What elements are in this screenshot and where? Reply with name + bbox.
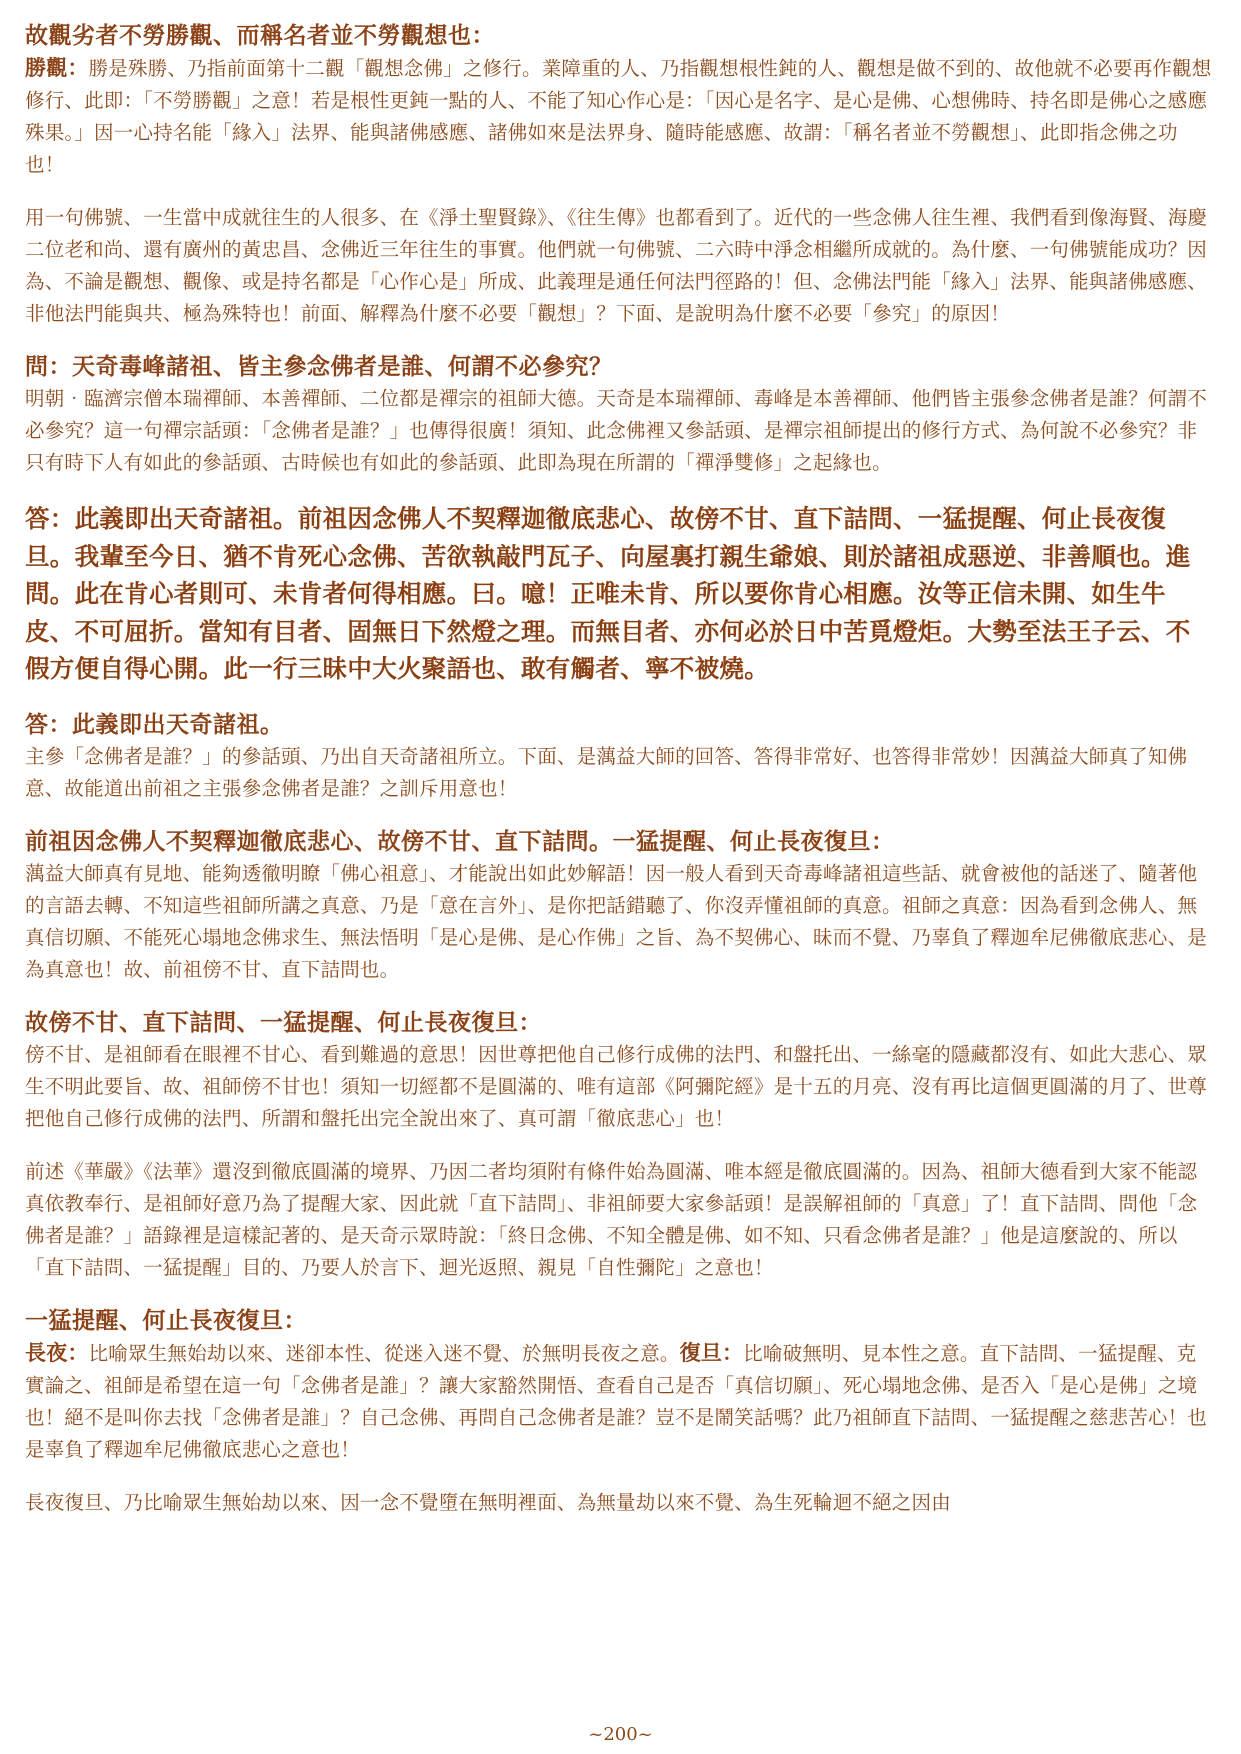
section-paragraph: 明朝‧臨濟宗僧本瑞禪師、本善禪師、二位都是禪宗的祖師大德。天奇是本瑞禪師、毒峰是本善禪師、他們皆主張參念佛者是誰？何謂不必參究？這一句禪宗話頭：「念佛者是誰？」也傳得很廣！須知、此念佛裡又參話頭、是禪宗祖師提出的修行方式、為何說不必參究？非只有時下人有如此的參話頭、古時候也有如此的參話頭、此即為現在所謂的「禪淨雙修」之起緣也。	[25, 387, 1208, 474]
term-label: 復旦：	[679, 1339, 744, 1365]
section-heading: 一猛提醒、何止長夜復旦：	[25, 1306, 307, 1334]
term-label: 勝觀：	[25, 55, 89, 80]
section-paragraph	[25, 52, 1215, 181]
section-10	[25, 1487, 1215, 1519]
scripture-quote: 答：此義即出天奇諸祖。前祖因念佛人不契釋迦徹底悲心、故傍不甘、直下詰問、一猛提醒、何止長夜復旦。我輩至今日、猶不肯死心念佛、苦欲執敲門瓦子、向屋裏打親生爺娘、則於諸祖成惡逆、非善順也。進問。此在肯心者則可、未肯者何得相應。曰。噫！正唯未肯、所以要你肯心相應。汝等正信未開、如生牛皮、不可屈折。當知有目者、固無日下然燈之理。而無目者、亦何必於日中苦覓燈炬。大勢至法王子云、不假方便自得心開。此一行三昧中大火聚語也、敢有觸者、寧不被燒。	[25, 504, 1191, 683]
section-paragraph: 前述《華嚴》《法華》還沒到徹底圓滿的境界、乃因二者均須附有條件始為圓滿、唯本經是徹底圓滿的。因為、祖師大德看到大家不能認真依教奉行、是祖師好意乃為了提醒大家、因此就「直下詰問」、非祖師要大家參話頭！是誤解祖師的「真意」了！直下詰問、問他「念佛者是誰？」語錄裡是這樣記著的、是天奇示眾時說：「終日念佛、不知全體是佛、如不知、只看念佛者是誰？」他是這麼說的、所以「直下詰問、一猛提醒」目的、乃要人於言下、迴光返照、親見「自性彌陀」之意也！	[25, 1159, 1198, 1279]
section-paragraph: 長夜復旦、乃比喻眾生無始劫以來、因一念不覺墮在無明裡面、為無量劫以來不覺、為生死輪迴不絕之因由	[25, 1490, 951, 1514]
section-5	[25, 709, 1215, 805]
section-heading: 問：天奇毒峰諸祖、皆主參念佛者是誰、何謂不必參究？	[25, 353, 613, 380]
section-8	[25, 1156, 1215, 1284]
section-4	[25, 500, 1215, 688]
section-9	[25, 1305, 1215, 1466]
section-paragraph: 用一句佛號、一生當中成就往生的人很多、在《淨土聖賢錄》、《往生傳》也都看到了。近代的一些念佛人往生裡、我們看到像海賢、海慶二位老和尚、還有廣州的黃忠昌、念佛近三年往生的事實。他們就一句佛號、二六時中淨念相繼所成就的。為什麼、一句佛號能成功？因為、不論是觀想、觀像、或是持名都是「心作心是」所成、此義理是通任何法門徑路的！但、念佛法門能「緣入」法界、能與諸佛感應、非他法門能與共、極為殊特也！前面、解釋為什麼不必要「觀想」？下面、是說明為什麼不必要「參究」的原因！	[25, 206, 1208, 325]
page-number: ~200~	[588, 1724, 653, 1745]
section-heading: 故傍不甘、直下詰問、一猛提醒、何止長夜復旦：	[25, 1008, 542, 1036]
section-1	[25, 20, 1215, 181]
section-heading: 前祖因念佛人不契釋迦徹底悲心、故傍不甘、直下詰問。一猛提醒、何止長夜復旦：	[25, 827, 895, 855]
paragraph-text: 比喻破無明、見本性之意。直下詰問、一猛提醒、克實論之、祖師是希望在這一句「念佛者是誰」？讓大家豁然開悟、查看自己是否「真信切願」、死心塌地念佛、是否入「是心是佛」之境也！絕不是叫你去找「念佛者是誰」？自己念佛、再問自己念佛者是誰？豈不是鬧笑話嗎？此乃祖師直下詰問、一猛提醒之慈悲苦心！也是辜負了釋迦牟尼佛徹底悲心之意也！	[25, 1341, 1208, 1461]
paragraph-text: 勝是殊勝、乃指前面第十二觀「觀想念佛」之修行。業障重的人、乃指觀想根性鈍的人、觀想是做不到的、故他就不必要再作觀想修行、此即：「不勞勝觀」之意！若是根性更鈍一點的人、不能了知心作心是：「因心是名字、是心是佛、心想佛時、持名即是佛心之感應殊果。」因一心持名能「緣入」法界、能與諸佛感應、諸佛如來是法界身、隨時能感應、故謂：「稱名者並不勞觀想」、此即指念佛之功也！	[25, 57, 1212, 176]
section-paragraph: 主參「念佛者是誰？」的參話頭、乃出自天奇諸祖所立。下面、是蕅益大師的回答、答得非常好、也答得非常妙！因蕅益大師真了知佛意、故能道出前祖之主張參念佛者是誰？之訓斥用意也！	[25, 744, 1188, 800]
section-heading: 答：此義即出天奇諸祖。	[25, 710, 284, 738]
page-body	[25, 20, 1215, 1734]
section-3	[25, 351, 1215, 479]
section-paragraph: 蕅益大師真有見地、能夠透徹明瞭「佛心祖意」、才能說出如此妙解語！因一般人看到天奇毒峰諸祖這些話、就會被他的話迷了、隨著他的言語去轉、不知這些祖師所講之真意、乃是「意在言外」、是你把話錯聽了、你沒弄懂祖師的真意。祖師之真意：因為看到念佛人、無真信切願、不能死心塌地念佛求生、無法悟明「是心是佛、是心作佛」之旨、為不契佛心、昧而不覺、乃辜負了釋迦牟尼佛徹底悲心、是為真意也！故、前祖傍不甘、直下詰問也。	[25, 861, 1208, 981]
section-2	[25, 202, 1215, 330]
section-paragraph	[25, 1337, 1215, 1466]
section-heading: 故觀劣者不勞勝觀、而稱名者並不勞觀想也：	[25, 22, 495, 49]
term-label: 長夜：	[25, 1339, 89, 1365]
section-paragraph: 傍不甘、是祖師看在眼裡不甘心、看到難過的意思！因世尊把他自己修行成佛的法門、和盤托出、一絲毫的隱藏都沒有、如此大悲心、眾生不明此要旨、故、祖師傍不甘也！須知一切經都不是圓滿的、唯有這部《阿彌陀經》是十五的月亮、沒有再比這個更圓滿的月了、世尊把他自己修行成佛的法門、所謂和盤托出完全說出來了、真可謂「徹底悲心」也！	[25, 1042, 1208, 1130]
section-6	[25, 826, 1215, 986]
paragraph-text: 比喻眾生無始劫以來、迷卻本性、從迷入迷不覺、於無明長夜之意。	[88, 1341, 680, 1365]
section-7	[25, 1007, 1215, 1135]
